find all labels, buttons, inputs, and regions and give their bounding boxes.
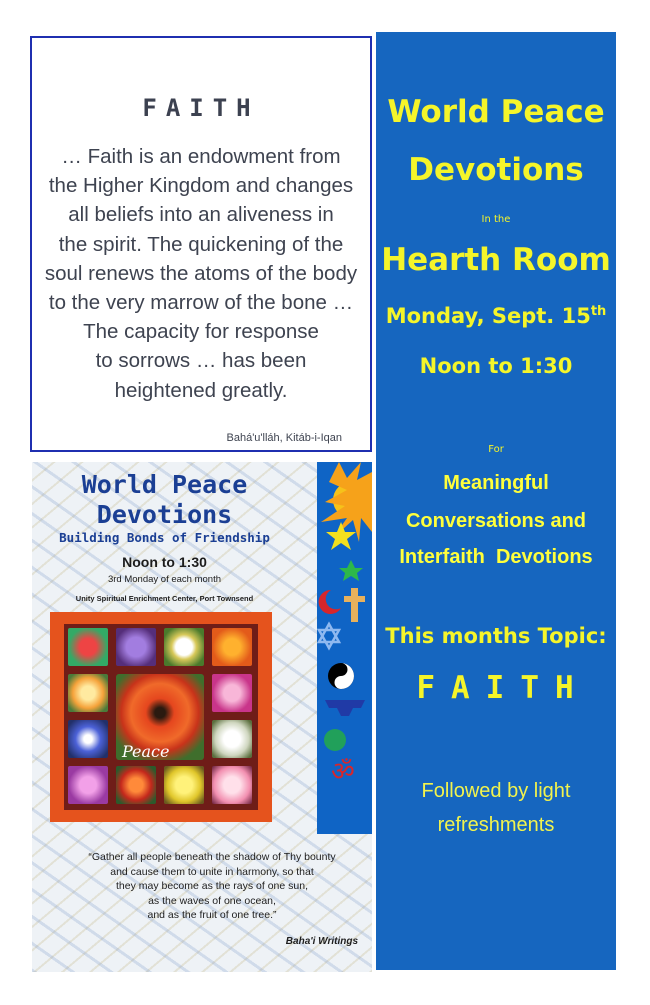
star-of-david-icon xyxy=(319,624,339,648)
purpose-line1: Meaningful xyxy=(443,472,549,494)
poster-title-line1: World Peace xyxy=(81,470,248,499)
quote-line: the Higher Kingdom and changes xyxy=(48,174,354,198)
event-panel xyxy=(376,32,616,970)
crescent-icon xyxy=(319,590,341,614)
event-time: Noon to 1:30 xyxy=(419,354,573,378)
poster-quote-line: they may become as the rays of one sun, xyxy=(115,880,309,892)
poster-time: Noon to 1:30 xyxy=(122,554,207,570)
topic-label: This months Topic: xyxy=(385,624,607,648)
flower-photo xyxy=(68,720,108,758)
poster-quote xyxy=(62,850,362,923)
quote-line: to the very marrow of the bone … xyxy=(48,291,354,315)
followed-line2: refreshments xyxy=(437,814,555,836)
flower-photo xyxy=(68,766,108,804)
quote-line: to sorrows … has been xyxy=(95,349,307,373)
event-date-main: Monday, Sept. 15 xyxy=(385,304,591,328)
event-date xyxy=(376,304,616,328)
quote-line: The capacity for response xyxy=(83,320,319,344)
flower-photo xyxy=(68,628,108,666)
khanda-icon xyxy=(324,729,346,751)
poster-venue: Unity Spiritual Enrichment Center, Port Townsend xyxy=(75,594,254,603)
banner-symbols xyxy=(317,462,372,834)
flower-photo xyxy=(116,628,156,666)
quote-line: soul renews the atoms of the body xyxy=(44,261,358,285)
poster-quote-line: “Gather all people beneath the shadow of Thy bounty xyxy=(88,851,336,863)
flower-photo xyxy=(212,628,252,666)
flower-photo-grid xyxy=(64,624,258,810)
flower-photo xyxy=(212,720,252,758)
quote-box xyxy=(30,36,372,452)
quote-line: heightened greatly. xyxy=(114,378,288,402)
purpose-line2: Conversations and xyxy=(405,510,587,532)
cross-icon xyxy=(344,588,365,622)
flower-photo xyxy=(164,628,204,666)
poster-quote-line: as the waves of one ocean, xyxy=(148,894,276,907)
flower-photo xyxy=(116,766,156,804)
quote-line: all beliefs into an aliveness in xyxy=(68,203,334,227)
quote-line: … Faith is an endowment from xyxy=(61,145,341,168)
flower-photo-frame xyxy=(50,612,272,822)
followed-line1: Followed by light xyxy=(421,780,571,802)
star-icon xyxy=(339,560,363,581)
event-date-suffix: th xyxy=(590,304,607,319)
sun-icon xyxy=(321,462,372,542)
om-icon: ॐ xyxy=(331,757,355,787)
quote-line: the spirit. The quickening of the xyxy=(58,232,344,256)
poster-quote-line: and as the fruit of one tree.” xyxy=(147,909,277,921)
peace-word: Peace xyxy=(122,742,170,761)
interfaith-symbol-banner xyxy=(317,462,372,834)
quote-title: FAITH xyxy=(142,94,260,122)
event-title-line2: Devotions xyxy=(408,152,584,188)
flower-photo xyxy=(212,674,252,712)
poster-quote-line: and cause them to unite in harmony, so that xyxy=(110,865,314,878)
purpose-line3: Interfaith Devotions xyxy=(399,546,593,568)
yin-yang-icon xyxy=(328,663,354,689)
poster-title-line2: Devotions xyxy=(96,500,233,529)
event-poster xyxy=(32,462,372,972)
poster-quote-source: Baha'i Writings xyxy=(285,936,358,947)
star-icon xyxy=(326,522,356,550)
for-label: For xyxy=(488,444,504,455)
flower-photo xyxy=(212,766,252,804)
poster-schedule: 3rd Monday of each month xyxy=(107,574,221,585)
flower-photo xyxy=(68,674,108,712)
poster-subtitle: Building Bonds of Friendship xyxy=(59,530,270,545)
quote-citation: Bahá'u'lláh, Kitáb-i-Iqan xyxy=(226,432,342,444)
faravahar-icon xyxy=(325,700,365,716)
event-location: Hearth Room xyxy=(381,242,611,278)
topic-value: FAITH xyxy=(416,670,590,706)
event-title-line1: World Peace xyxy=(387,94,605,130)
in-the-label: In the xyxy=(481,214,511,225)
quote-text xyxy=(32,142,370,405)
flower-photo xyxy=(164,766,204,804)
